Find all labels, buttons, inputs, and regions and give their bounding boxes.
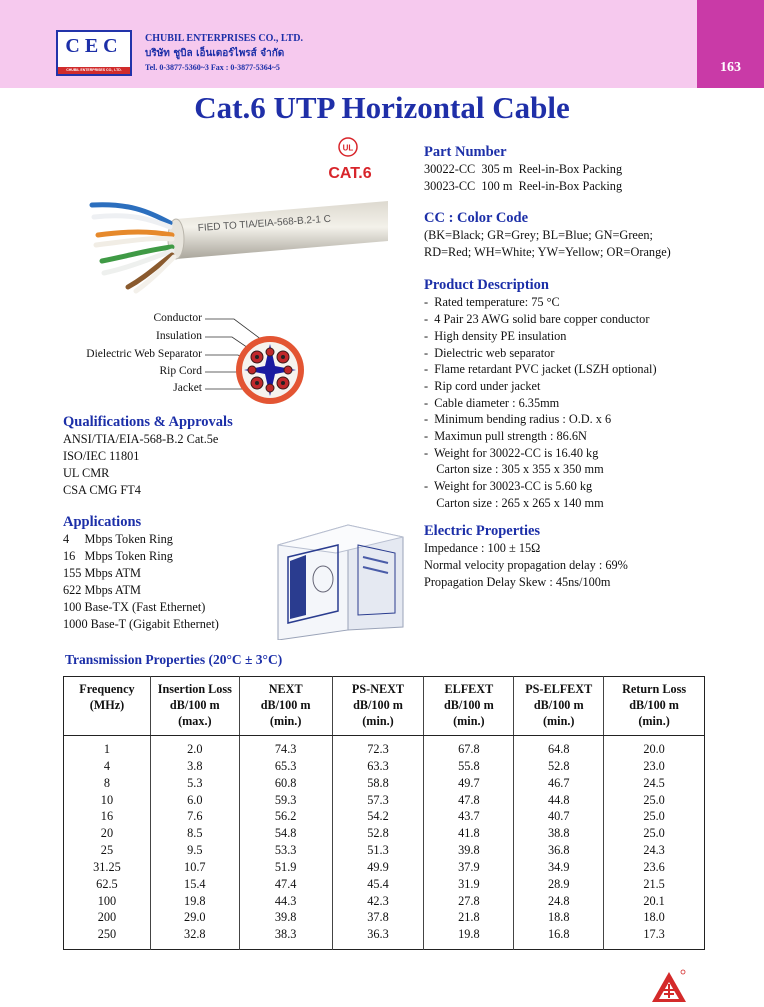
table-row (64, 876, 705, 893)
reel-in-box-photo (268, 515, 413, 640)
table-cell: 37.8 (332, 909, 424, 926)
table-row (64, 859, 705, 876)
column-header: PS-ELFEXT dB/100 m (min.) (514, 677, 604, 736)
column-header: PS-NEXT dB/100 m (min.) (332, 677, 424, 736)
table-cell: 56.2 (239, 808, 332, 825)
table-cell: 37.9 (424, 859, 514, 876)
electric-property-item: Propagation Delay Skew : 45ns/100m (424, 575, 611, 589)
table-cell: 6.0 (150, 792, 239, 809)
table-cell: 23.0 (604, 758, 705, 775)
table-cell: 17.3 (604, 926, 705, 949)
part-number-item: 30022-CC 305 m Reel-in-Box Packing (424, 162, 623, 176)
table-cell: 24.3 (604, 842, 705, 859)
table-cell: 28.9 (514, 876, 604, 893)
column-header: Insertion Loss dB/100 m (max.) (150, 677, 239, 736)
table-cell: 34.9 (514, 859, 604, 876)
table-cell: 25 (100, 843, 114, 858)
table-cell: 47.4 (239, 876, 332, 893)
color-code-item: (BK=Black; GR=Grey; BL=Blue; GN=Green; (424, 228, 653, 242)
electric-property-item: Normal velocity propagation delay : 69% (424, 558, 628, 572)
table-cell: 10.7 (150, 859, 239, 876)
column-header: NEXT dB/100 m (min.) (239, 677, 332, 736)
table-cell: 20 (100, 826, 114, 841)
table-cell: 8 (103, 775, 111, 790)
description-item: - Cable diameter : 6.35mm (424, 396, 560, 410)
table-row (64, 842, 705, 859)
table-cell: 21.5 (604, 876, 705, 893)
table-cell: 100 (97, 893, 117, 908)
table-cell: 27.8 (424, 893, 514, 910)
table-cell: 62.5 (96, 876, 118, 891)
color-code-heading: CC : Color Code (424, 210, 529, 226)
table-cell: 25.0 (604, 825, 705, 842)
table-cell: 67.8 (424, 736, 514, 758)
table-cell: 7.6 (150, 808, 239, 825)
cable-photo (58, 131, 388, 303)
applications-heading: Applications (63, 514, 142, 530)
column-header: Return Loss dB/100 m (min.) (604, 677, 705, 736)
table-row (64, 792, 705, 809)
table-cell: 49.7 (424, 775, 514, 792)
table-row (64, 825, 705, 842)
table-cell: 25.0 (604, 792, 705, 809)
company-name-thai: บริษัท ชูบิล เอ็นเตอร์ไพรส์ จำกัด (145, 48, 285, 59)
logo-text: CEC (65, 35, 123, 57)
table-header-row (64, 677, 705, 736)
description-item: - Maximun pull strength : 86.6N (424, 429, 587, 443)
table-cell: 52.8 (514, 758, 604, 775)
table-cell: 42.3 (332, 893, 424, 910)
table-cell: 31.25 (93, 859, 121, 874)
cross-section-diagram (60, 306, 340, 416)
table-cell: 24.5 (604, 775, 705, 792)
table-cell: 54.8 (239, 825, 332, 842)
table-cell: 45.4 (332, 876, 424, 893)
table-cell: 18.0 (604, 909, 705, 926)
page-title: Cat.6 UTP Horizontal Cable (194, 90, 570, 125)
ul-mark-text: UL (342, 143, 354, 153)
table-cell: 29.0 (150, 909, 239, 926)
table-cell: 54.2 (332, 808, 424, 825)
table-cell: 15.4 (150, 876, 239, 893)
application-item: 100 Base-TX (Fast Ethernet) (63, 600, 206, 614)
application-item: 1000 Base-T (Gigabit Ethernet) (63, 617, 219, 631)
table-cell: 25.0 (604, 808, 705, 825)
table-cell: 31.9 (424, 876, 514, 893)
table-cell: 23.6 (604, 859, 705, 876)
electric-properties-heading: Electric Properties (424, 523, 541, 539)
qualification-item: ANSI/TIA/EIA-568-B.2 Cat.5e (63, 432, 219, 446)
application-item: 4 Mbps Token Ring (63, 532, 173, 546)
logo-subtext: CHUBIL ENTERPRISES CO., LTD. (58, 67, 130, 74)
description-item: - Rip cord under jacket (424, 379, 541, 393)
description-item: - Rated temperature: 75 °C (424, 295, 560, 309)
table-cell: 49.9 (332, 859, 424, 876)
table-cell: 18.8 (514, 909, 604, 926)
table-row (64, 775, 705, 792)
table-cell: 3.8 (150, 758, 239, 775)
table-cell: 65.3 (239, 758, 332, 775)
twisted-pairs (92, 205, 174, 291)
description-item: - Weight for 30023-CC is 5.60 kg (424, 479, 593, 493)
transmission-heading: Transmission Properties (20°C ± 3°C) (65, 652, 283, 667)
table-cell: 46.7 (514, 775, 604, 792)
qualification-item: UL CMR (63, 466, 110, 480)
table-cell: 36.8 (514, 842, 604, 859)
table-row (64, 808, 705, 825)
cable-print-text: FIED TO TIA/EIA-568-B.2-1 C (197, 213, 332, 234)
table-cell: 43.7 (424, 808, 514, 825)
table-cell: 59.3 (239, 792, 332, 809)
table-cell: 24.8 (514, 893, 604, 910)
description-item: - Weight for 30022-CC is 16.40 kg (424, 446, 599, 460)
table-cell: 2.0 (150, 736, 239, 758)
table-cell: 21.8 (424, 909, 514, 926)
table-cell: 44.3 (239, 893, 332, 910)
table-body (64, 736, 705, 950)
description-item: - 4 Pair 23 AWG solid bare copper conductor (424, 312, 650, 326)
description-item: - Minimum bending radius : O.D. x 6 (424, 412, 612, 426)
table-cell: 4 (103, 758, 111, 773)
company-logo (56, 30, 132, 76)
application-item: 622 Mbps ATM (63, 583, 141, 597)
table-cell: 10 (100, 792, 114, 807)
table-cell: 74.3 (239, 736, 332, 758)
product-description-heading: Product Description (424, 277, 549, 293)
label-dielectric-separator: Dielectric Web Separator (86, 348, 202, 360)
table-cell: 1 (103, 742, 111, 756)
electric-property-item: Impedance : 100 ± 15Ω (424, 541, 541, 555)
application-item: 155 Mbps ATM (63, 566, 141, 580)
color-code-item: RD=Red; WH=White; YW=Yellow; OR=Orange) (424, 245, 671, 259)
label-jacket: Jacket (173, 382, 202, 394)
table-cell: 39.8 (424, 842, 514, 859)
company-name: CHUBIL ENTERPRISES CO., LTD. (145, 33, 304, 44)
table-cell: 8.5 (150, 825, 239, 842)
description-item: Carton size : 265 x 265 x 140 mm (424, 496, 604, 510)
table-cell: 16.8 (514, 926, 604, 949)
table-cell: 51.3 (332, 842, 424, 859)
description-item: - Flame retardant PVC jacket (LSZH optional) (424, 362, 657, 376)
brand-logo-icon (650, 968, 688, 1004)
table-cell: 51.9 (239, 859, 332, 876)
table-cell: 60.8 (239, 775, 332, 792)
table-cell: 41.8 (424, 825, 514, 842)
table-cell: 9.5 (150, 842, 239, 859)
label-conductor: Conductor (153, 312, 202, 324)
qualification-item: ISO/IEC 11801 (63, 449, 140, 463)
table-row (64, 758, 705, 775)
cat6-badge: CAT.6 (328, 165, 372, 182)
table-cell: 5.3 (150, 775, 239, 792)
column-header: Frequency (MHz) (64, 677, 151, 736)
table-row (64, 893, 705, 910)
table-cell: 40.7 (514, 808, 604, 825)
table-cell: 47.8 (424, 792, 514, 809)
table-cell: 200 (97, 910, 117, 925)
part-number-item: 30023-CC 100 m Reel-in-Box Packing (424, 179, 623, 193)
table-cell: 38.3 (239, 926, 332, 949)
table-cell: 63.3 (332, 758, 424, 775)
table-cell: 57.3 (332, 792, 424, 809)
table-cell: 20.0 (604, 736, 705, 758)
table-row (64, 926, 705, 949)
ul-mark (339, 138, 357, 156)
table-cell: 20.1 (604, 893, 705, 910)
page-number: 163 (720, 60, 741, 75)
table-cell: 250 (97, 927, 117, 942)
table-cell: 52.8 (332, 825, 424, 842)
table-cell: 32.8 (150, 926, 239, 949)
part-number-heading: Part Number (424, 144, 507, 160)
cross-section-graphic (60, 306, 340, 416)
table-cell: 72.3 (332, 736, 424, 758)
column-header: ELFEXT dB/100 m (min.) (424, 677, 514, 736)
table-cell: 19.8 (150, 893, 239, 910)
transmission-table (63, 676, 705, 950)
table-cell: 39.8 (239, 909, 332, 926)
table-cell: 44.8 (514, 792, 604, 809)
description-item: - High density PE insulation (424, 329, 567, 343)
table-cell: 16 (100, 809, 114, 824)
table-cell: 36.3 (332, 926, 424, 949)
table-row (64, 909, 705, 926)
label-rip-cord: Rip Cord (159, 365, 202, 377)
application-item: 16 Mbps Token Ring (63, 549, 173, 563)
description-item: - Dielectric web separator (424, 346, 555, 360)
table-cell: 58.8 (332, 775, 424, 792)
description-item: Carton size : 305 x 355 x 350 mm (424, 462, 604, 476)
qualifications-heading: Qualifications & Approvals (63, 414, 233, 430)
qualification-item: CSA CMG FT4 (63, 483, 141, 497)
label-insulation: Insulation (156, 330, 202, 342)
table-cell: 53.3 (239, 842, 332, 859)
table-cell: 64.8 (514, 736, 604, 758)
table-cell: 38.8 (514, 825, 604, 842)
table-cell: 19.8 (424, 926, 514, 949)
table-row (64, 736, 705, 758)
company-contact: Tel. 0-3877-5360~3 Fax : 0-3877-5364~5 (145, 63, 280, 72)
table-cell: 55.8 (424, 758, 514, 775)
